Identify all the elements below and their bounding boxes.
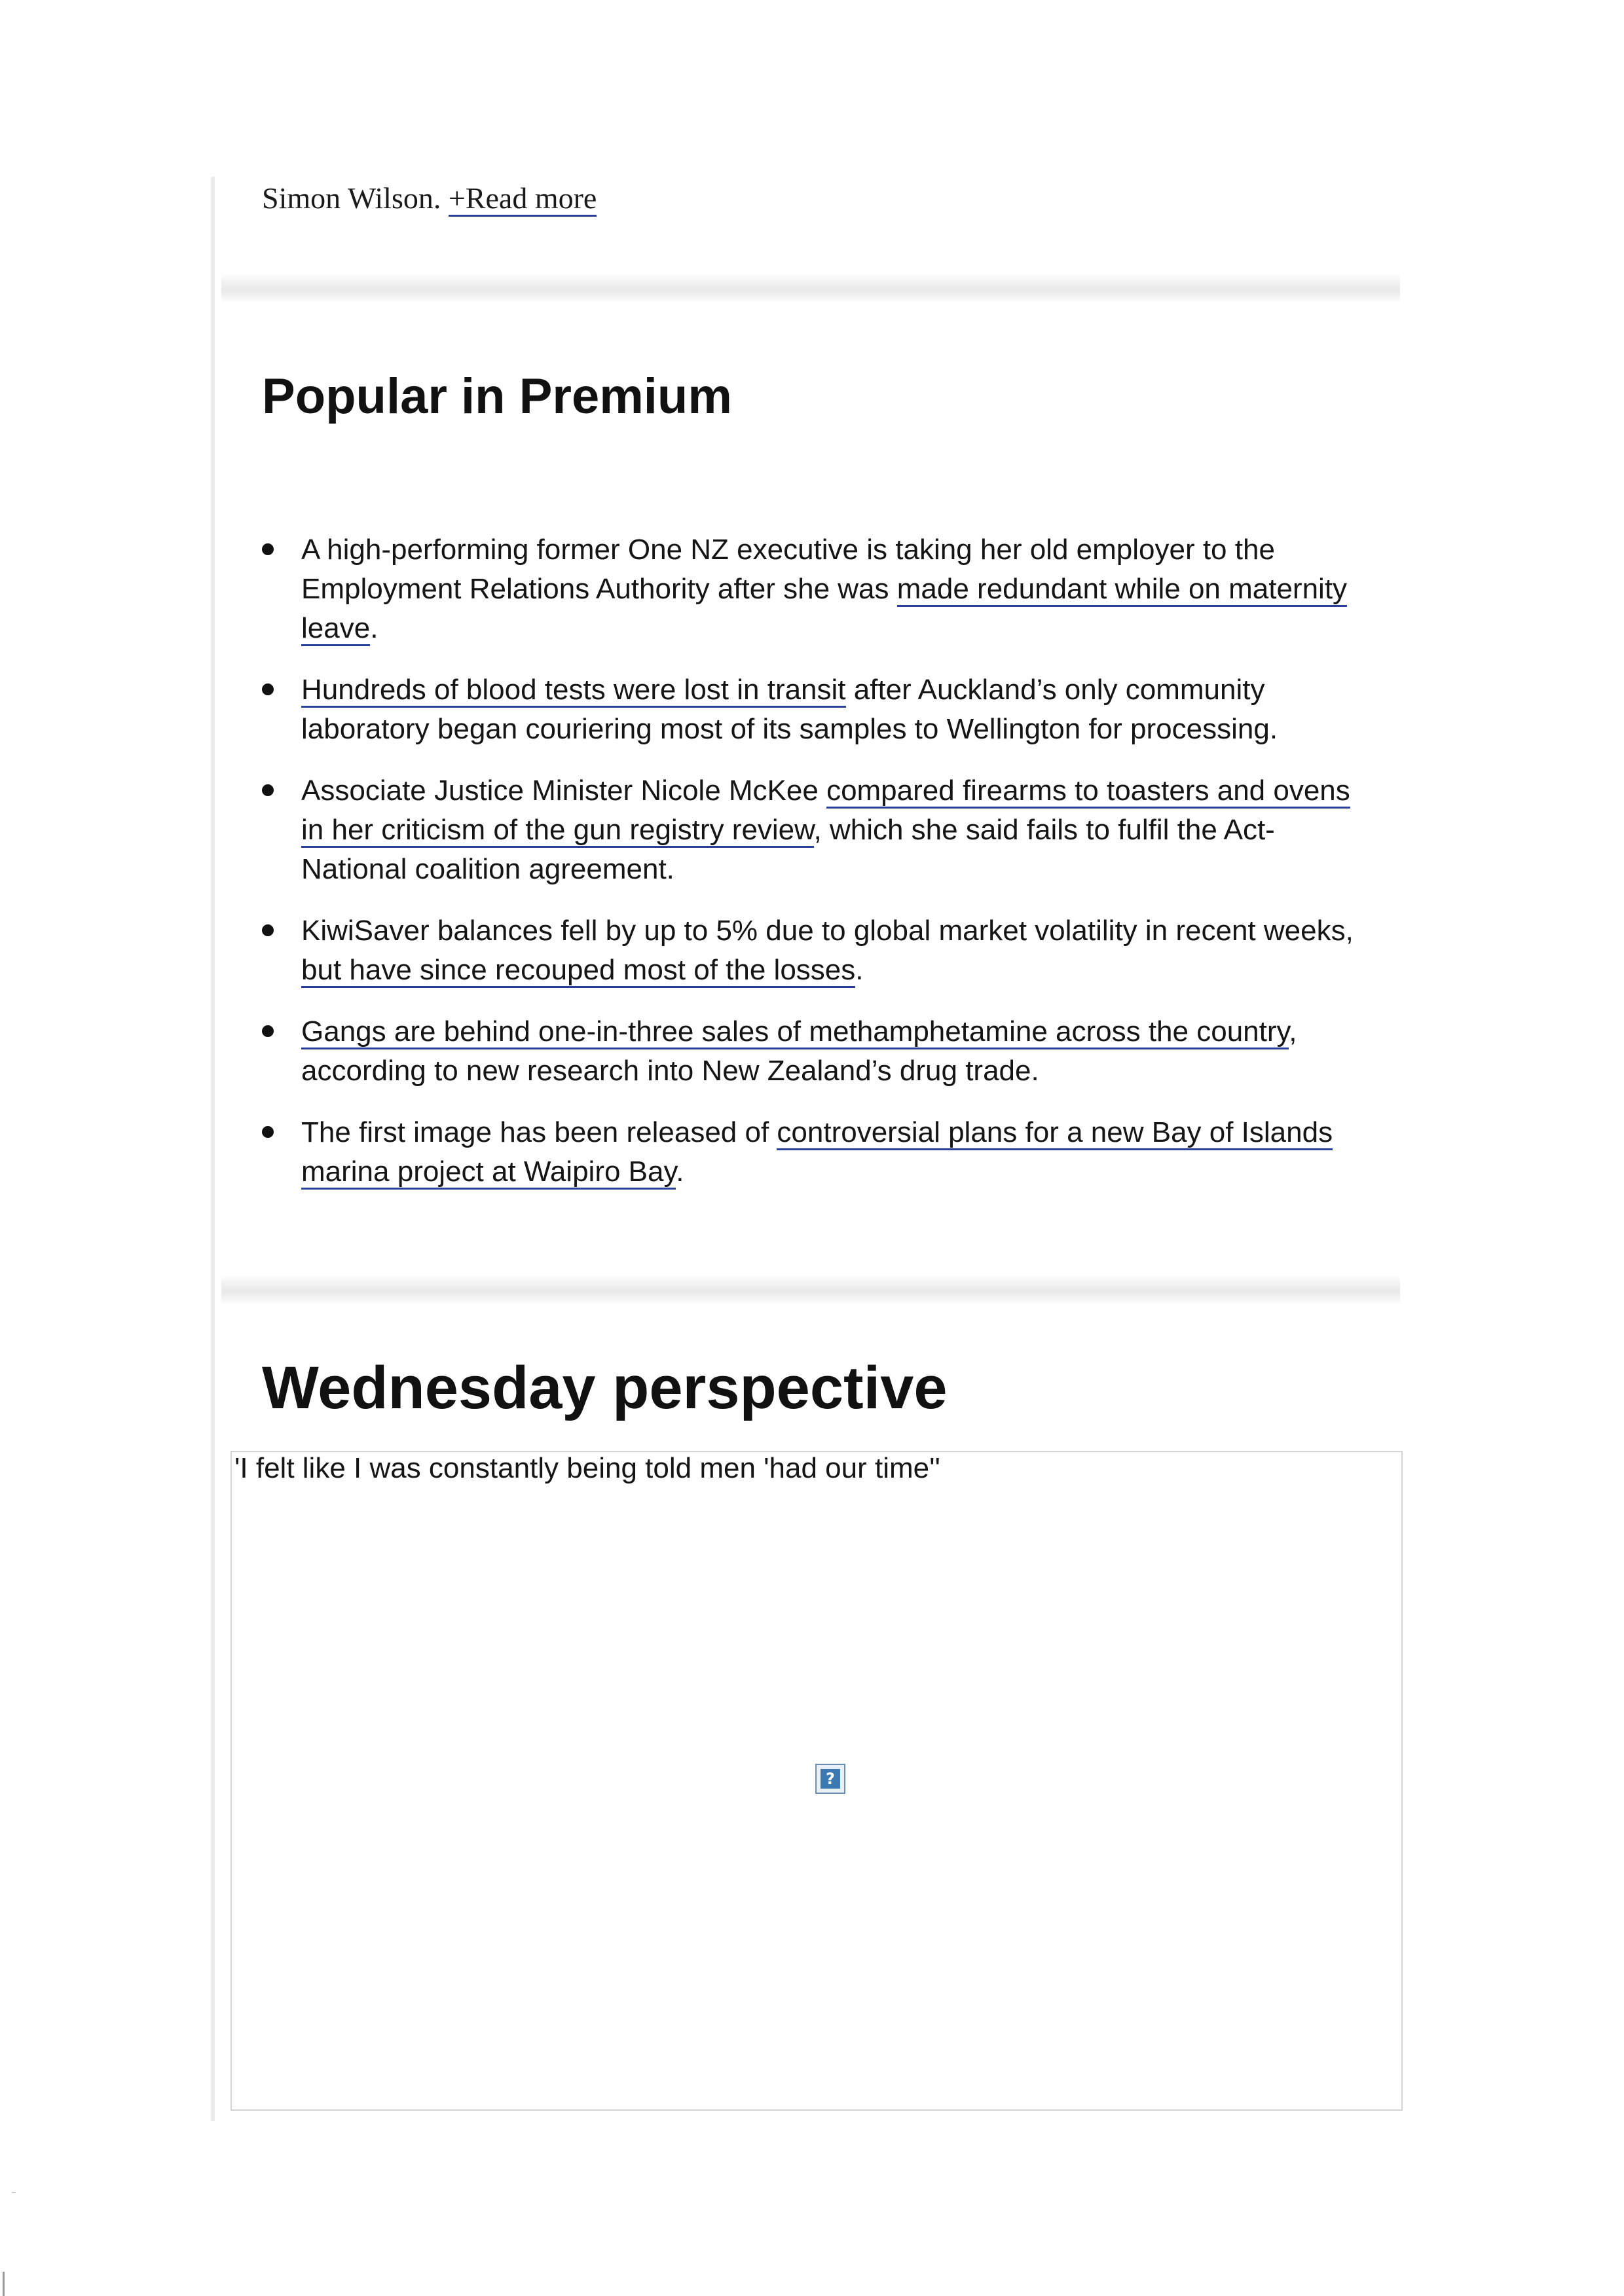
item-link[interactable]: Gangs are behind one-in-three sales of methamphetamine across the country [301,1015,1289,1049]
wednesday-perspective-heading: Wednesday perspective [262,1355,948,1421]
popular-in-premium-heading: Popular in Premium [262,369,732,424]
scan-mark [3,2272,5,2296]
item-text: . [676,1156,684,1188]
item-link[interactable]: Hundreds of blood tests were lost in transit [301,674,846,708]
item-text: . [855,954,864,986]
question-mark-glyph: ? [821,1769,840,1789]
item-text: . [370,612,378,644]
item-text: after Auckland’s only community laboratory began couriering most of its samples to Wellington for processing. [301,674,1278,745]
bullet-icon [262,784,274,796]
popular-in-premium-list [262,530,1375,1214]
item-link[interactable]: compared firearms to toasters and ovens in her criticism of the gun registry review [301,774,1350,848]
list-item [262,911,1375,990]
list-item [262,1113,1375,1192]
bullet-icon [262,543,274,555]
bullet-icon [262,1126,274,1138]
article-column [211,177,1405,2121]
broken-image-icon [815,1764,845,1794]
scan-mark [12,2192,16,2193]
byline-author: Simon Wilson. [262,181,441,215]
item-text: Associate Justice Minister Nicole McKee [301,774,827,807]
item-link[interactable]: but have since recouped most of the losses [301,954,855,988]
read-more-link[interactable]: +Read more [449,181,597,217]
item-text: , which she said fails to fulfil the Act-National coalition agreement. [301,814,1275,885]
item-text: KiwiSaver balances fell by up to 5% due to global market volatility in recent weeks, [301,915,1354,947]
list-item [262,670,1375,749]
list-item [262,530,1375,648]
section-divider [221,274,1400,302]
image-alt-text: 'I felt like I was constantly being told men 'had our time'' [234,1452,940,1484]
list-item [262,1012,1375,1091]
item-link[interactable]: controversial plans for a new Bay of Islands marina project at Waipiro Bay [301,1116,1333,1190]
item-text: A high-performing former One NZ executive is taking her old employer to the Employment Relations Authority after she was [301,534,1275,605]
item-text: The first image has been released of [301,1116,777,1148]
item-text: , according to new research into New Zealand’s drug trade. [301,1015,1297,1087]
bullet-icon [262,683,274,695]
byline [262,181,597,215]
list-item [262,771,1375,889]
section-divider [221,1275,1400,1304]
bullet-icon [262,924,274,936]
item-link[interactable]: made redundant while on maternity leave [301,573,1347,646]
bullet-icon [262,1025,274,1037]
perspective-image-frame[interactable] [231,1451,1403,2111]
